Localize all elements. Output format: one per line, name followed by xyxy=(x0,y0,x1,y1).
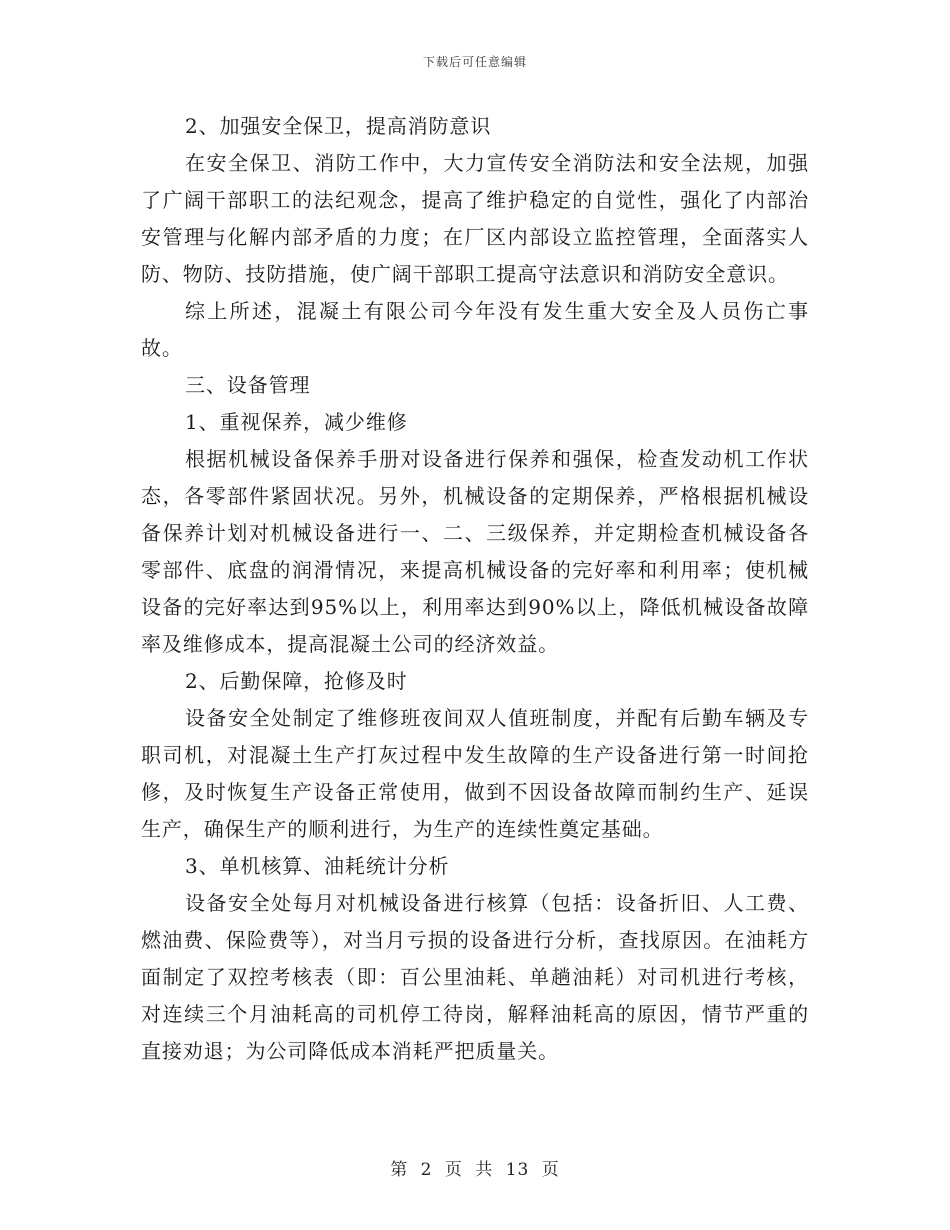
page-footer: 第 2 页 共 13 页 xyxy=(390,1160,560,1180)
paragraph-summary: 综上所述，混凝土有限公司今年没有发生重大安全及人员伤亡事故。 xyxy=(141,299,809,360)
paragraph-logistics: 设备安全处制定了维修班夜间双人值班制度，并配有后勤车辆及专职司机，对混凝土生产打灰过程中发生故障的生产设备进行第一时间抢修，及时恢复生产设备正常使用，做到不因设备故障而制约生产、延误生产，确保生产的顺利进行，为生产的连续性奠定基础。 xyxy=(141,706,809,841)
document-body xyxy=(141,108,809,1070)
section-heading-security: 2、加强安全保卫，提高消防意识 xyxy=(185,114,492,138)
subheading-maintenance: 1、重视保养，减少维修 xyxy=(185,410,408,434)
header-note: 下载后可任意编辑 xyxy=(422,55,527,69)
section-heading-equipment: 三、设备管理 xyxy=(185,373,311,397)
paragraph-accounting: 设备安全处每月对机械设备进行核算（包括：设备折旧、人工费、燃油费、保险费等），对当月亏损的设备进行分析，查找原因。在油耗方面制定了双控考核表（即：百公里油耗、单趟油耗）对司机进行考核，对连续三个月油耗高的司机停工待岗，解释油耗高的原因，情节严重的直接劝退；为公司降低成本消耗严把质量关。 xyxy=(141,891,809,1063)
paragraph-maintenance: 根据机械设备保养手册对设备进行保养和强保，检查发动机工作状态，各零部件紧固状况。另外，机械设备的定期保养，严格根据机械设备保养计划对机械设备进行一、二、三级保养，并定期检查机械设备各零部件、底盘的润滑情况，来提高机械设备的完好率和利用率；使机械设备的完好率达到95%以上，利用率达到90%以上，降低机械设备故障率及维修成本，提高混凝土公司的经济效益。 xyxy=(141,447,809,656)
subheading-accounting: 3、单机核算、油耗统计分析 xyxy=(185,854,450,878)
paragraph-security: 在安全保卫、消防工作中，大力宣传安全消防法和安全法规，加强了广阔干部职工的法纪观念，提高了维护稳定的自觉性，强化了内部治安管理与化解内部矛盾的力度；在厂区内部设立监控管理，全面落实人防、物防、技防措施，使广阔干部职工提高守法意识和消防安全意识。 xyxy=(141,151,809,286)
subheading-logistics: 2、后勤保障，抢修及时 xyxy=(185,669,408,693)
